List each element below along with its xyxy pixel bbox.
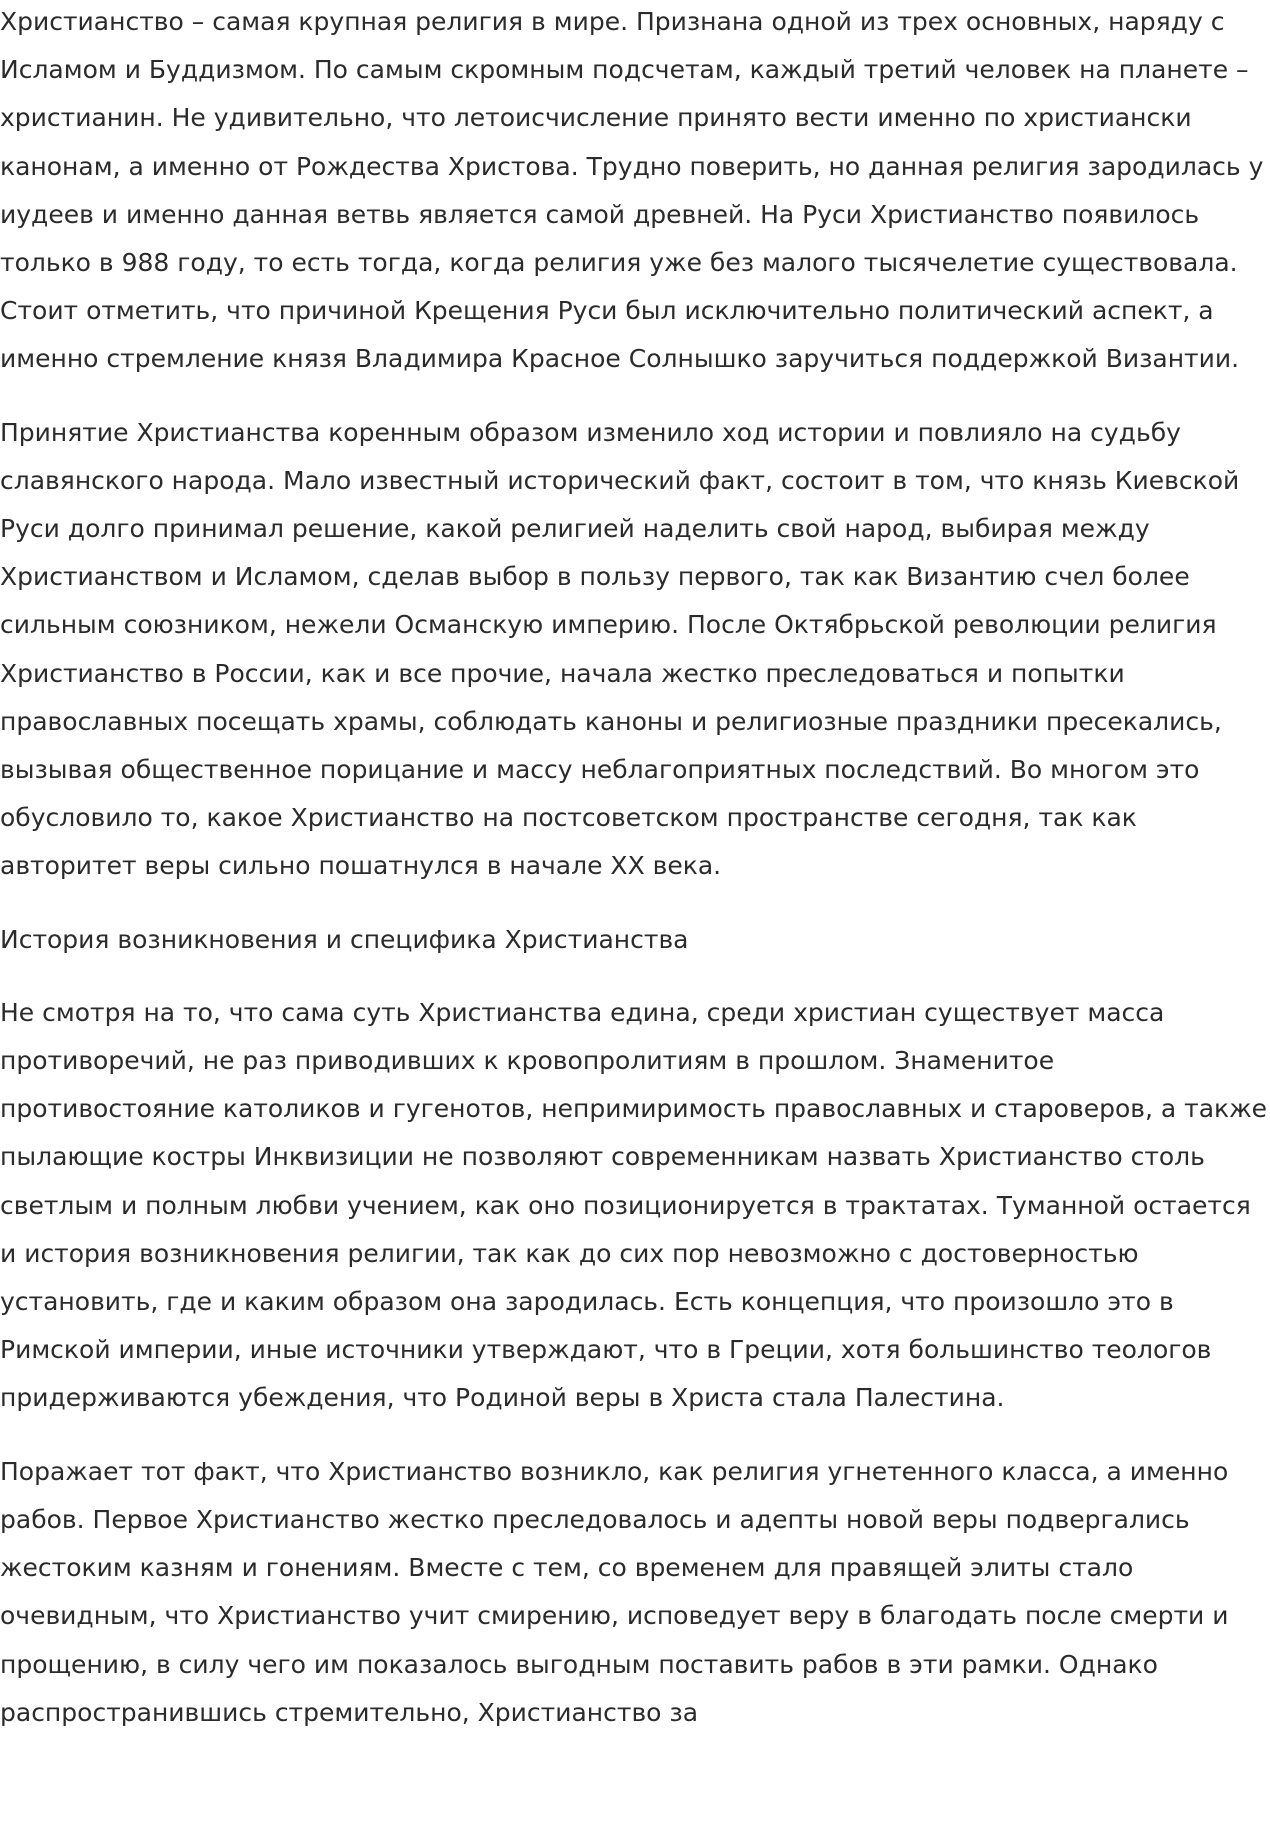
section-subheading: История возникновения и специфика Христианства [0, 924, 689, 954]
article-paragraph-2: Принятие Христианства коренным образом изменило ход истории и повлияло на судьбу славянского народа. Мало известный исторический факт, состоит в том, что князь Киевской Руси долго принимал решение, какой религией наделить свой народ, выбирая между Христианством и Исламом, сделав выбор в пользу первого, так как Византию счел более сильным союзником, нежели Османскую империю. После Октябрьской революции религия Христианство в России, как и все прочие, начала жестко преследоваться и попытки православных посещать храмы, соблюдать каноны и религиозные праздники пресекались, вызывая общественное порицание и массу неблагоприятных последствий. Во многом это обусловило то, какое Христианство на постсоветском пространстве сегодня, так как авторитет веры сильно пошатнулся в начале XX века. [0, 417, 1240, 881]
article-paragraph-3: Не смотря на то, что сама суть Христианства едина, среди христиан существует масса противоречий, не раз приводивших к кровопролитиям в прошлом. Знаменитое противостояние католиков и гугенотов, непримиримость православных и староверов, а также пылающие костры Инквизиции не позволяют современникам назвать Христианство столь светлым и полным любви учением, как оно позиционируется в трактатах. Туманной остается и история возникновения религии, так как до сих пор невозможно с достоверностью установить, где и каким образом она зародилась. Есть концепция, что произошло это в Римской империи, иные источники утверждают, что в Греции, хотя большинство теологов придерживаются убеждения, что Родиной веры в Христа стала Палестина. [0, 997, 1268, 1413]
article-paragraph-1: Христианство – самая крупная религия в мире. Признана одной из трех основных, наряду с Исламом и Буддизмом. По самым скромным подсчетам, каждый третий человек на планете – христианин. Не удивительно, что летоисчисление принято вести именно по христиански канонам, а именно от Рождества Христова. Трудно поверить, но данная религия зародилась у иудеев и именно данная ветвь является самой древней. На Руси Христианство появилось только в 988 году, то есть тогда, когда религия уже без малого тысячелетие существовала. Стоит отметить, что причиной Крещения Руси был исключительно политический аспект, а именно стремление князя Владимира Красное Солнышко заручиться поддержкой Византии. [0, 7, 1264, 374]
article-paragraph-4: Поражает тот факт, что Христианство возникло, как религия угнетенного класса, а именно рабов. Первое Христианство жестко преследовалось и адепты новой веры подвергались жестоким казням и гонениям. Вместе с тем, со временем для правящей элиты стало очевидным, что Христианство учит смирению, исповедует веру в благодать после смерти и прощению, в силу чего им показалось выгодным поставить рабов в эти рамки. Однако распространившись стремительно, Христианство за [0, 1456, 1229, 1727]
